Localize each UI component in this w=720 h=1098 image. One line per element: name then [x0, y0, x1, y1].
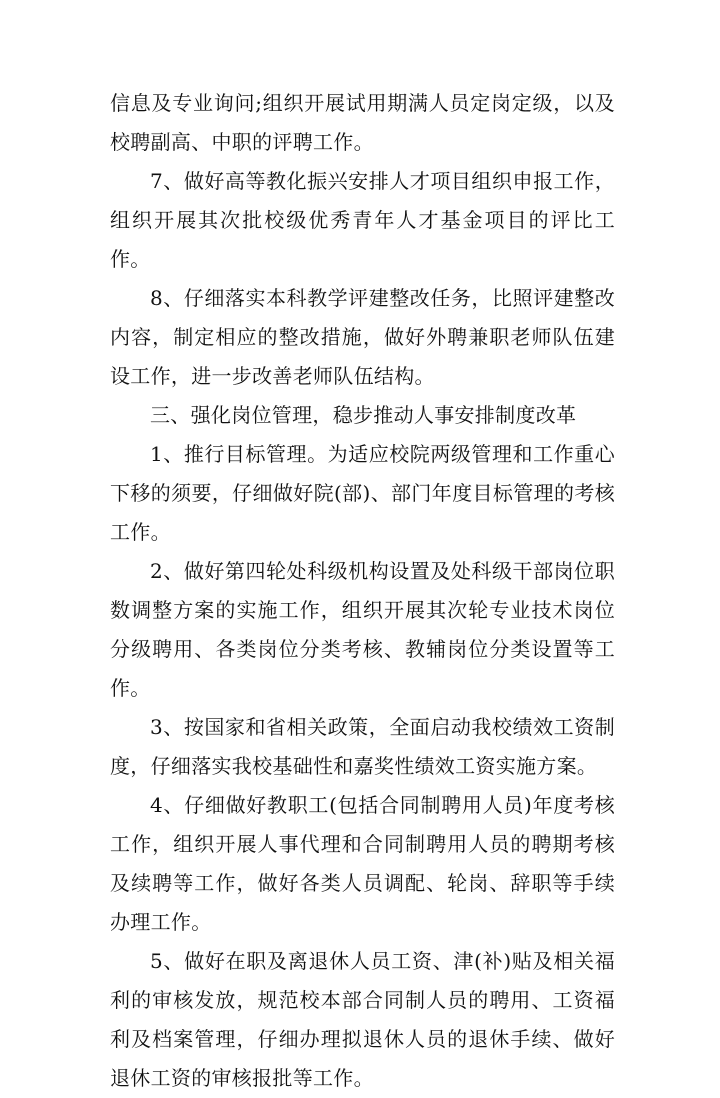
document-body [110, 84, 615, 1098]
paragraph-item-5: 5、做好在职及离退休人员工资、津(补)贴及相关福利的审核发放，规范校本部合同制人员的聘用、工资福利及档案管理，仔细办理拟退休人员的退休手续、做好退休工资的审核报批等工作。 [110, 949, 615, 1090]
paragraph-item-2: 2、做好第四轮处科级机构设置及处科级干部岗位职数调整方案的实施工作，组织开展其次轮专业技术岗位分级聘用、各类岗位分类考核、教辅岗位分类设置等工作。 [110, 559, 615, 700]
paragraph-item-1: 1、推行目标管理。为适应校院两级管理和工作重心下移的须要，仔细做好院(部)、部门年度目标管理的考核工作。 [110, 442, 615, 544]
paragraph-item-8: 8、仔细落实本科教学评建整改任务，比照评建整改内容，制定相应的整改措施，做好外聘兼职老师队伍建设工作，进一步改善老师队伍结构。 [110, 286, 615, 388]
paragraph-continuation: 信息及专业询问;组织开展试用期满人员定岗定级，以及校聘副高、中职的评聘工作。 [110, 91, 615, 154]
section-heading-3: 三、强化岗位管理，稳步推动人事安排制度改革 [150, 403, 577, 427]
paragraph-item-4: 4、仔细做好教职工(包括合同制聘用人员)年度考核工作，组织开展人事代理和合同制聘用人员的聘期考核及续聘等工作，做好各类人员调配、轮岗、辞职等手续办理工作。 [110, 793, 615, 934]
paragraph-item-7: 7、做好高等教化振兴安排人才项目组织申报工作，组织开展其次批校级优秀青年人才基金项目的评比工作。 [110, 169, 615, 271]
paragraph-item-3: 3、按国家和省相关政策，全面启动我校绩效工资制度，仔细落实我校基础性和嘉奖性绩效工资实施方案。 [110, 715, 615, 778]
